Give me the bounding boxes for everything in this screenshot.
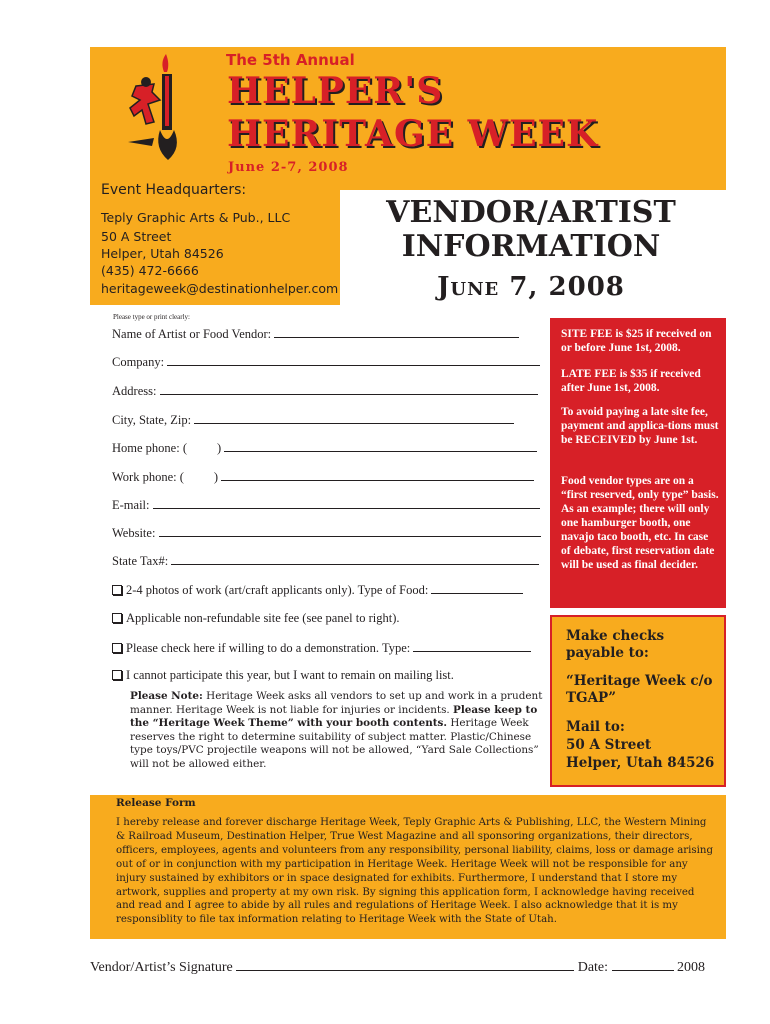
event-title-line1: HELPER'S — [227, 70, 444, 112]
address-label: Address: — [112, 384, 157, 398]
photos-label: 2-4 photos of work (art/craft applicants only). Type of Food: — [126, 583, 429, 597]
vendor-note — [130, 690, 550, 771]
date-input-line[interactable] — [612, 958, 674, 971]
headquarters-email: heritageweek@destinationhelper.com — [101, 281, 339, 296]
food-vendor-text: Food vendor types are on a “first reserved, only type” basis. As an example; there will only one hamburger booth, one navajo taco booth, etc. In case of debate, first reservation date will be used as final decider. — [561, 475, 719, 571]
demo-checkbox[interactable] — [112, 643, 122, 653]
headquarters-line: (435) 472-6666 — [101, 263, 199, 278]
mailing-checkbox-row[interactable] — [112, 668, 454, 683]
address-input-line[interactable] — [160, 383, 538, 395]
fee-label: Applicable non-refundable site fee (see panel to right). — [126, 611, 400, 625]
page-title — [346, 196, 716, 264]
page-date-rest: 7, 2008 — [509, 272, 625, 302]
mailing-label: I cannot participate this year, but I want to remain on mailing list. — [126, 668, 454, 682]
name-field[interactable] — [112, 326, 519, 342]
work-phone-label: Work phone: ( — [112, 470, 184, 484]
work-phone-input-line[interactable] — [221, 469, 534, 481]
food-type-input-line[interactable] — [431, 582, 523, 594]
city-field[interactable] — [112, 412, 514, 428]
city-input-line[interactable] — [194, 412, 514, 424]
headquarters-line: Teply Graphic Arts & Pub., LLC — [101, 210, 291, 225]
page-title-line1: VENDOR/ARTIST — [386, 195, 676, 230]
note-text1: Heritage Week asks all vendors to set up and work in a prudent manner. Heritage Week is not liable for injuries or incidents. — [130, 690, 543, 716]
checks-payable-label: Make checks payable to: — [566, 628, 665, 661]
event-title-line2: HERITAGE WEEK — [227, 113, 599, 155]
signature-row[interactable] — [90, 958, 705, 976]
work-phone-field[interactable] — [112, 469, 534, 485]
annual-label: The 5th Annual — [226, 51, 355, 69]
miner-lamp-logo-icon — [124, 52, 194, 164]
site-fee-text: SITE FEE is $25 if received on or before June 1st, 2008. — [561, 328, 712, 354]
mail-street: 50 A Street — [566, 737, 652, 753]
website-label: Website: — [112, 526, 156, 540]
fee-checkbox-row[interactable] — [112, 611, 400, 626]
page-date — [346, 272, 716, 302]
home-phone-field[interactable] — [112, 440, 537, 456]
state-tax-input-line[interactable] — [171, 553, 539, 565]
headquarters-line: Helper, Utah 84526 — [101, 246, 224, 261]
website-field[interactable] — [112, 525, 541, 541]
date-label: Date: — [577, 960, 609, 975]
avoid-late-text: To avoid paying a late site fee, payment and applica-tions must be RECEIVED by June 1st. — [561, 406, 719, 446]
paren-close: ) — [216, 441, 222, 455]
mail-city: Helper, Utah 84526 — [566, 755, 715, 771]
signature-input-line[interactable] — [236, 958, 574, 971]
event-dates: June 2-7, 2008 — [228, 160, 349, 175]
website-input-line[interactable] — [159, 525, 541, 537]
home-phone-label: Home phone: ( — [112, 441, 187, 455]
mail-to-label: Mail to: — [566, 719, 625, 735]
late-fee-text: LATE FEE is $35 if received after June 1st, 2008. — [561, 368, 701, 394]
email-input-line[interactable] — [153, 497, 540, 509]
email-label: E-mail: — [112, 498, 150, 512]
company-input-line[interactable] — [167, 354, 540, 366]
home-phone-input-line[interactable] — [224, 440, 537, 452]
note-theme: Please keep to the “Heritage Week Theme” with your booth contents. — [130, 703, 538, 729]
release-text: I hereby release and forever discharge Heritage Week, Teply Graphic Arts & Publishing, LLC, the Western Mining & Railroad Museum, Destination Helper, True West Magazine and all sponsoring organizations, their directors, officers, employees, agents and volunteers from any responsibility, personal liability, claims, loss or damage arising out of or in conjunction with my participation in Heritage Week. Heritage Week will not be responsible for any injury sustained by exhibitors or in space designated for exhibits. Furthermore, I understand that I store my artwork, supplies and property at my own risk. By signing this application form, I acknowledge having received and read and I agree to abide by all rules and regulations of Heritage Week. I also acknowledge that it is my responsiblity to file tax information relating to Heritage Week with the State of Utah. — [116, 817, 714, 926]
fee-checkbox[interactable] — [112, 613, 122, 623]
signature-year: 2008 — [677, 960, 706, 975]
note-label: Please Note: — [130, 690, 203, 702]
state-tax-field[interactable] — [112, 553, 539, 569]
headquarters-line: 50 A Street — [101, 229, 172, 244]
paren-close: ) — [213, 470, 219, 484]
email-field[interactable] — [112, 497, 540, 513]
page-title-line2: INFORMATION — [401, 229, 661, 264]
mailing-checkbox[interactable] — [112, 670, 122, 680]
signature-label: Vendor/Artist’s Signature — [90, 960, 233, 975]
city-label: City, State, Zip: — [112, 413, 192, 427]
release-title: Release Form — [116, 797, 196, 809]
print-note: Please type or print clearly: — [113, 313, 190, 321]
note-text3: Heritage Week reserves the right to determine suitability of subject matter. Plastic/Chinese type toys/PVC projectile weapons will not be allowed, “Yard Sale Collections” will not be allowed either. — [130, 717, 539, 770]
demo-type-input-line[interactable] — [413, 640, 531, 652]
company-field[interactable] — [112, 354, 540, 370]
headquarters-title: Event Headquarters: — [101, 182, 247, 198]
name-input-line[interactable] — [274, 326, 519, 338]
demo-label: Please check here if willing to do a demonstration. Type: — [126, 641, 411, 655]
company-label: Company: — [112, 355, 165, 369]
demo-checkbox-row[interactable] — [112, 640, 531, 656]
name-label: Name of Artist or Food Vendor: — [112, 327, 272, 341]
page-date-month: June — [437, 272, 500, 302]
state-tax-label: State Tax#: — [112, 554, 169, 568]
address-field[interactable] — [112, 383, 538, 399]
photos-checkbox-row[interactable] — [112, 582, 523, 598]
photos-checkbox[interactable] — [112, 585, 122, 595]
payee-name: “Heritage Week c/o TGAP” — [566, 673, 713, 706]
